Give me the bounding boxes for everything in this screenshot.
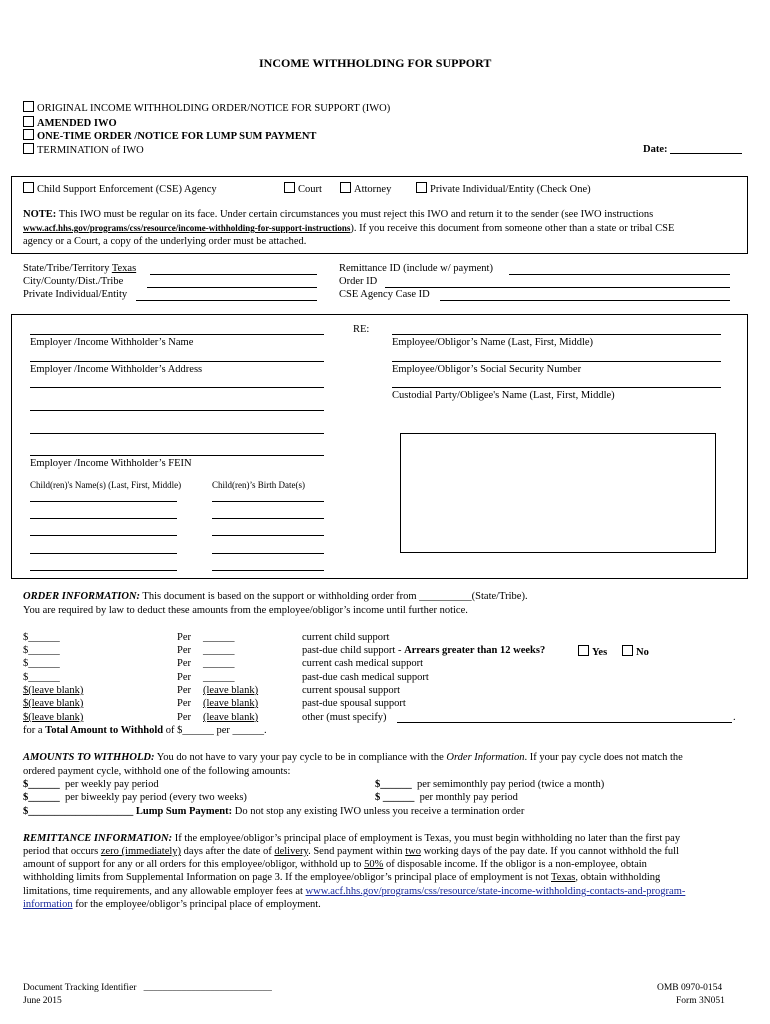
amount-input[interactable]: $______ (23, 658, 60, 669)
weekly-label: per weekly pay period (65, 779, 159, 790)
order-info-line-1 (23, 591, 528, 602)
ri-text: limitations, time requirements, and any allowable employer fees at (23, 886, 303, 897)
lump-sum-amount-input[interactable]: $____________________ (23, 806, 134, 817)
ri-text: days after the date of (183, 846, 272, 857)
one-time-label: ONE-TIME ORDER /NOTICE FOR LUMP SUM PAYMENT (37, 131, 317, 142)
one-time-option[interactable] (23, 129, 316, 142)
ri-line-1 (23, 833, 680, 844)
period-input[interactable]: ______ (203, 632, 235, 643)
child-dob-input[interactable] (212, 535, 324, 536)
arrears-no-checkbox[interactable] (622, 645, 633, 656)
child-dob-input[interactable] (212, 553, 324, 554)
child-dob-input[interactable] (212, 570, 324, 571)
amount-input[interactable]: $(leave blank) (23, 685, 84, 696)
case-id-label: CSE Agency Case ID (339, 289, 430, 300)
remittance-id-input[interactable] (509, 274, 730, 275)
per-label: Per (177, 698, 191, 709)
child-name-input[interactable] (30, 570, 177, 571)
cse-label: Child Support Enforcement (CSE) Agency (37, 184, 217, 195)
arrears-no-option[interactable] (622, 645, 649, 658)
amount-desc: past-due spousal support (302, 698, 406, 709)
sender-private-option[interactable] (416, 182, 591, 195)
sender-attorney-option[interactable] (340, 182, 391, 195)
employee-name-input[interactable] (392, 334, 721, 335)
state-value[interactable]: Texas (111, 263, 137, 274)
biweekly-label: per biweekly pay period (every two weeks) (65, 792, 247, 803)
termination-option[interactable] (23, 143, 144, 156)
ri-text: . Send payment within (308, 846, 403, 857)
semimonthly-label: per semimonthly pay period (twice a month) (417, 779, 605, 790)
note-line-2 (23, 223, 674, 234)
amount-desc: current spousal support (302, 685, 400, 696)
weekly-row (23, 779, 159, 790)
employee-ssn-label: Employee/Obligor’s Social Security Number (392, 364, 582, 375)
amount-input[interactable]: $______ (23, 632, 60, 643)
employer-address-input-1[interactable] (30, 361, 324, 362)
attorney-checkbox[interactable] (340, 182, 351, 193)
private-label: Private Individual/Entity (Check One) (430, 184, 591, 195)
employer-address-label: Employer /Income Withholder’s Address (30, 364, 203, 375)
period-input[interactable]: (leave blank) (203, 685, 259, 696)
date-input[interactable] (670, 143, 742, 154)
ri-line-2 (23, 846, 679, 857)
arrears-no-label: No (636, 647, 649, 658)
amount-desc: past-due child support - (302, 645, 405, 656)
original-iwo-label: ORIGINAL INCOME WITHHOLDING ORDER/NOTICE FOR SUPPORT (IWO) (37, 103, 391, 114)
remittance-id-label: Remittance ID (include w/ payment) (339, 263, 493, 274)
atw-emph: Order Information (446, 752, 525, 763)
child-dob-input[interactable] (212, 501, 324, 502)
semimonthly-amount-input[interactable]: $______ (375, 779, 412, 790)
order-state-input[interactable]: __________ (419, 591, 472, 602)
page-title: INCOME WITHHOLDING FOR SUPPORT (259, 56, 492, 70)
order-info-text-3: You are required by law to deduct these amounts from the employee/obligor’s income until further notice. (23, 605, 468, 616)
order-info-text-1: This document is based on the support or withholding order from (142, 591, 417, 602)
amount-desc: other (must specify) (302, 712, 387, 723)
cse-checkbox[interactable] (23, 182, 34, 193)
lump-sum-row (23, 806, 524, 817)
ri-text: working days of the pay date. If you cannot withhold the full (423, 846, 680, 857)
other-specify-input[interactable] (397, 722, 732, 723)
total-line (23, 725, 267, 736)
employee-name-label: Employee/Obligor’s Name (Last, First, Middle) (392, 337, 594, 348)
termination-label: TERMINATION of IWO (37, 145, 144, 156)
per-label: Per (177, 645, 191, 656)
amount-input[interactable]: $______ (23, 645, 60, 656)
children-names-label: Child(ren)'s Name(s) (Last, First, Middle) (30, 480, 182, 490)
ri-text: withholding limits from Supplemental Information on page 3. If the employee/obligor’s principal place of employment is not (23, 872, 549, 883)
ri-text: amount of support for any or all orders for this employee/obligor, withhold up to (23, 859, 362, 870)
ri-two: two (405, 846, 421, 857)
order-id-label: Order ID (339, 276, 378, 287)
omb-number: OMB 0970-0154 (657, 983, 723, 993)
state-field[interactable] (23, 263, 136, 274)
private-checkbox[interactable] (416, 182, 427, 193)
sender-cse-option[interactable] (23, 182, 217, 195)
employee-ssn-input[interactable] (392, 361, 721, 362)
atw-label: AMOUNTS TO WITHHOLD: (23, 752, 155, 763)
other-period: . (733, 712, 736, 723)
note-text-3: agency or a Court, a copy of the underlying order must be attached. (23, 236, 307, 247)
order-info-text-2: (State/Tribe). (471, 591, 528, 602)
arrears-row (302, 645, 545, 656)
termination-checkbox[interactable] (23, 143, 34, 154)
state-label: State/Tribe/Territory (23, 263, 110, 274)
instructions-link[interactable]: www.acf.hhs.gov/programs/css/resource/income-withholding-for-support-instructions (23, 223, 351, 233)
state-contacts-link[interactable]: www.acf.hhs.gov/programs/css/resource/state-income-withholding-contacts-and-program- (305, 886, 686, 897)
biweekly-row (23, 792, 247, 803)
total-prefix: for a (23, 725, 43, 736)
note-text-1: This IWO must be regular on its face. Under certain circumstances you must reject this IWO and return it to the sender (see IWO instructions (58, 209, 654, 220)
atw-line-1 (23, 752, 683, 763)
ri-line-3 (23, 859, 647, 870)
custodial-name-label: Custodial Party/Obligee's Name (Last, First, Middle) (392, 390, 615, 401)
period-input[interactable]: (leave blank) (203, 698, 259, 709)
employer-fein-input[interactable] (30, 455, 324, 456)
semimonthly-row (375, 779, 604, 790)
atw-text-2: . If your pay cycle does not match the (524, 752, 683, 763)
employer-name-label: Employer /Income Withholder’s Name (30, 337, 194, 348)
original-iwo-option[interactable] (23, 101, 390, 114)
arrears-yes-label: Yes (592, 647, 608, 658)
amount-input[interactable]: $(leave blank) (23, 698, 84, 709)
ri-label: REMITTANCE INFORMATION: (23, 833, 173, 844)
arrears-yes-option[interactable] (578, 645, 607, 658)
atw-text-1: You do not have to vary your pay cycle to be in compliance with the (156, 752, 444, 763)
children-dob-label: Child(ren)’s Birth Date(s) (212, 480, 305, 490)
city-label: City/County/Dist./Tribe (23, 276, 124, 287)
court-checkbox[interactable] (284, 182, 295, 193)
ri-text: period that occurs (23, 846, 99, 857)
order-info-label: ORDER INFORMATION: (23, 591, 140, 602)
footer-date: June 2015 (23, 996, 62, 1006)
per-label: Per (177, 712, 191, 723)
amended-iwo-label: AMENDED IWO (37, 118, 117, 129)
attorney-label: Attorney (354, 184, 392, 195)
period-input[interactable]: ______ (203, 658, 235, 669)
tracking-label: Document Tracking Identifier (23, 983, 137, 993)
employer-address-input-2[interactable] (30, 387, 324, 388)
private-entity-label: Private Individual/Entity (23, 289, 128, 300)
ri-line-4 (23, 872, 660, 883)
ri-delivery: delivery (274, 846, 309, 857)
tracking-row (23, 983, 272, 993)
amount-input[interactable]: $(leave blank) (23, 712, 84, 723)
ri-zero-days: zero (immediately) (100, 846, 182, 857)
ri-texas: Texas (551, 872, 576, 883)
arrears-question: Arrears greater than 12 weeks? (404, 645, 546, 656)
ri-text: If the employee/obligor’s principal place of employment is Texas, you must begin withholding no later than the first pay (174, 833, 681, 844)
monthly-amount-input[interactable]: $ ______ (375, 792, 415, 803)
court-label: Court (298, 184, 322, 195)
amended-iwo-option[interactable] (23, 116, 117, 129)
atw-text-3: ordered payment cycle, withhold one of the following amounts: (23, 766, 291, 777)
child-dob-input[interactable] (212, 518, 324, 519)
employer-address-input-4[interactable] (30, 433, 324, 434)
child-name-input[interactable] (30, 535, 177, 536)
ri-line-6 (23, 899, 321, 910)
note-label: NOTE: (23, 209, 57, 220)
tracking-input[interactable]: ___________________________ (143, 983, 272, 993)
employer-address-input-3[interactable] (30, 410, 324, 411)
child-name-input[interactable] (30, 518, 177, 519)
child-name-input[interactable] (30, 553, 177, 554)
amount-desc: current child support (302, 632, 390, 643)
monthly-row (375, 792, 518, 803)
period-input[interactable]: (leave blank) (203, 712, 259, 723)
custodial-name-input[interactable] (392, 387, 721, 388)
ri-text: of disposable income. If the obligor is a non-employee, obtain (385, 859, 647, 870)
lump-sum-text: Do not stop any existing IWO unless you receive a termination order (234, 806, 525, 817)
re-label: RE: (353, 324, 370, 335)
order-id-input[interactable] (385, 287, 730, 288)
child-name-input[interactable] (30, 501, 177, 502)
monthly-label: per monthly pay period (419, 792, 518, 803)
lump-sum-label: Lump Sum Payment: (135, 806, 233, 817)
original-iwo-checkbox[interactable] (23, 101, 34, 112)
period-input[interactable]: ______ (203, 672, 235, 683)
case-id-input[interactable] (440, 300, 730, 301)
per-label: Per (177, 658, 191, 669)
state-contacts-link-cont[interactable]: information (23, 899, 73, 910)
per-label: Per (177, 632, 191, 643)
sender-court-option[interactable] (284, 182, 322, 195)
private-entity-input[interactable] (136, 300, 317, 301)
ri-text: for the employee/obligor’s principal place of employment. (75, 899, 321, 910)
total-amount-input[interactable]: of $______ per ______. (165, 725, 267, 736)
date-field[interactable] (643, 143, 742, 155)
form-number: Form 3N051 (676, 996, 725, 1006)
biweekly-amount-input[interactable]: $______ (23, 792, 60, 803)
amount-input[interactable]: $______ (23, 672, 60, 683)
city-input[interactable] (147, 287, 317, 288)
amount-desc: past-due cash medical support (302, 672, 429, 683)
arrears-yes-checkbox[interactable] (578, 645, 589, 656)
ri-fifty-percent: 50% (364, 859, 384, 870)
total-label: Total Amount to Withhold (45, 725, 164, 736)
per-label: Per (177, 685, 191, 696)
ri-text: , obtain withholding (575, 872, 661, 883)
amended-iwo-checkbox[interactable] (23, 116, 34, 127)
employer-fein-label: Employer /Income Withholder’s FEIN (30, 458, 192, 469)
period-input[interactable]: ______ (203, 645, 235, 656)
ri-line-5 (23, 886, 685, 897)
date-label: Date: (643, 144, 668, 155)
note-text-2: ). If you receive this document from someone other than a state or tribal CSE (350, 223, 675, 234)
amount-desc: current cash medical support (302, 658, 423, 669)
note-line-1 (23, 209, 653, 220)
employer-name-input[interactable] (30, 334, 324, 335)
weekly-amount-input[interactable]: $______ (23, 779, 60, 790)
state-line (150, 274, 317, 275)
one-time-checkbox[interactable] (23, 129, 34, 140)
per-label: Per (177, 672, 191, 683)
blank-box (400, 433, 716, 553)
